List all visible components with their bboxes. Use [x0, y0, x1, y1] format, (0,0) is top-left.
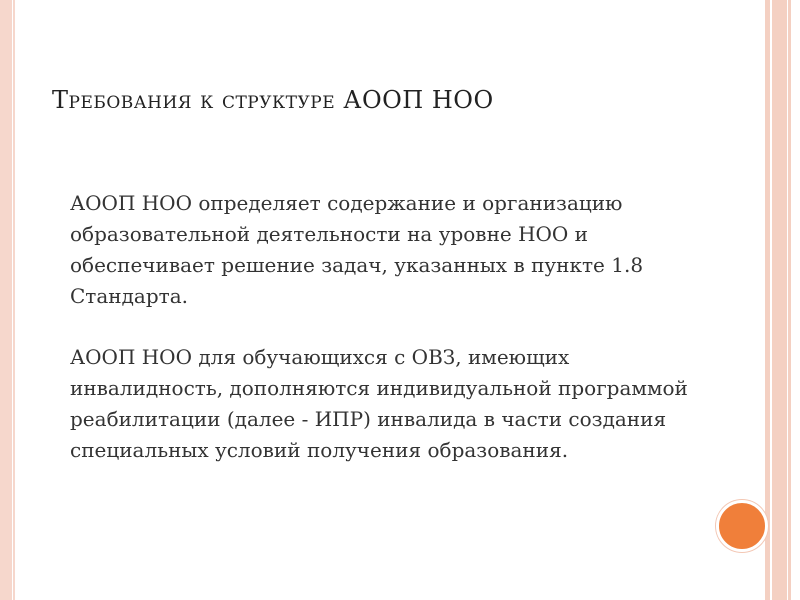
- bullet-text: АООП НОО для обучающихся с ОВЗ, имеющих инвалидность, дополняются индивидуальной программой реабилитации (далее - ИПР) инвалида в части создания специальных условий получения образования.: [70, 345, 688, 462]
- left-decor-line: [13, 0, 15, 600]
- bullet-item: [40, 342, 720, 466]
- bullet-item: [40, 188, 720, 312]
- right-decor-edge: [788, 0, 791, 600]
- decorative-circle: [716, 500, 768, 552]
- bullet-list: [40, 188, 720, 496]
- slide-title: Требования к структуре АООП НОО: [52, 86, 494, 114]
- left-decor-bar: [0, 0, 12, 600]
- bullet-arrow-icon: [40, 342, 70, 466]
- right-decor-line: [770, 0, 772, 600]
- bullet-text: АООП НОО определяет содержание и организацию образовательной деятельности на уровне НОО и обеспечивает решение задач, указанных в пункте 1.8 Стандарта.: [70, 191, 644, 308]
- bullet-arrow-icon: [40, 188, 70, 312]
- right-decor-band: [765, 0, 787, 600]
